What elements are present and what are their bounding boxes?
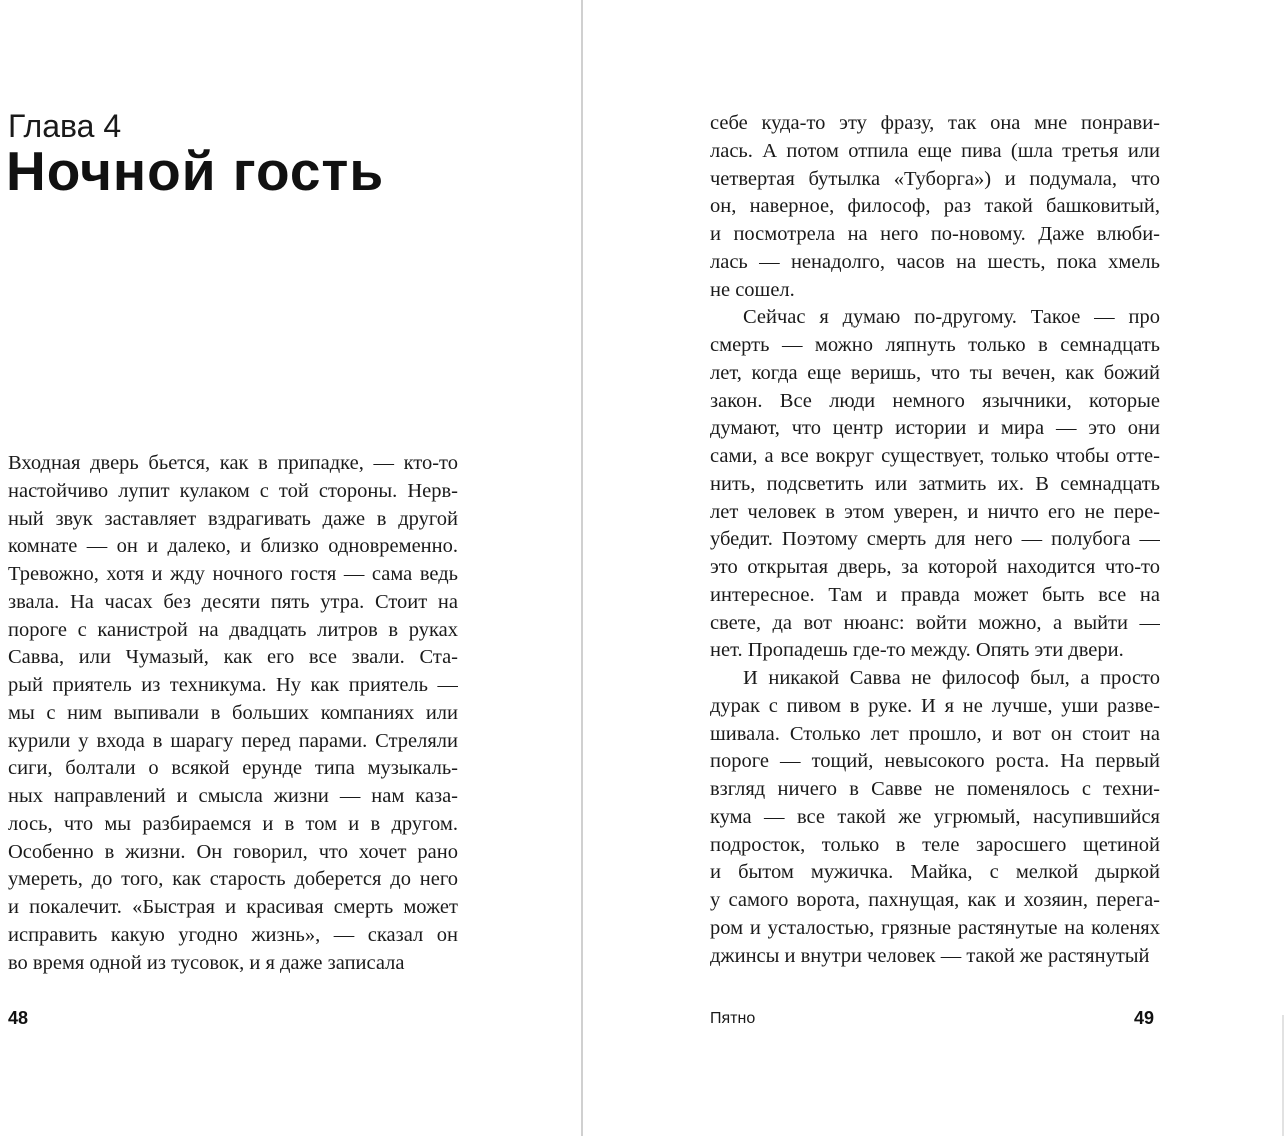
- right-page-text: [710, 110, 1160, 970]
- text-line: мы с ним выпивали в больших компаниях или: [8, 701, 458, 724]
- chapter-label: Глава 4: [8, 108, 122, 144]
- text-line: он, наверное, философ, раз такой башковитый,: [710, 195, 1160, 218]
- left-page-text: [8, 450, 458, 977]
- page-number-right: 49: [1134, 1008, 1155, 1028]
- text-line: И никакой Савва не философ был, а просто: [743, 667, 1160, 689]
- text-line: исправить какую угодно жизнь», — сказал он: [8, 923, 458, 946]
- text-line: дурак с пивом в руке. И я не лучше, уши разве-: [710, 694, 1160, 717]
- text-line: кума — все такой же угрюмый, насупившийся: [710, 805, 1160, 828]
- text-line: лась — ненадолго, часов на шесть, пока хмель: [710, 250, 1160, 273]
- text-line: лет человек в этом уверен, и ничто его не пере-: [710, 500, 1160, 523]
- text-line: свете, да вот нюанс: войти можно, а выйти —: [710, 611, 1160, 634]
- text-line: курили у входа в шарагу перед парами. Стреляли: [8, 729, 458, 752]
- text-line: во время одной из тусовок, и я даже записала: [8, 951, 405, 974]
- text-line: и посмотрела на него по-новому. Даже влюби-: [710, 223, 1160, 245]
- text-line: подросток, только в теле заросшего щетиной: [710, 833, 1160, 856]
- text-line: шивала. Столько лет прошло, и вот он стоит на: [710, 722, 1160, 745]
- text-line: нет. Пропадешь где-то между. Опять эти двери.: [710, 639, 1124, 662]
- text-line: лет, когда еще веришь, что ты вечен, как божий: [710, 361, 1160, 384]
- page-number-left: 48: [8, 1008, 29, 1028]
- text-line: убедит. Поэтому смерть для него — полубога —: [710, 528, 1160, 551]
- text-line: нить, подсветить или затмить их. В семнадцать: [710, 472, 1160, 495]
- text-line: ный звук заставляет вздрагивать даже в другой: [8, 507, 458, 530]
- text-line: думают, что центр истории и мира — это они: [710, 417, 1160, 440]
- text-line: закон. Все люди немного язычники, которые: [710, 389, 1160, 412]
- page-edge: [1282, 1015, 1284, 1136]
- chapter-title: Ночной гость: [6, 140, 385, 202]
- text-line: и бытом мужичка. Майка, с мелкой дыркой: [710, 861, 1160, 884]
- running-title: Пятно: [710, 1010, 756, 1027]
- text-line: взгляд ничего в Савве не поменялось с техни-: [710, 778, 1160, 800]
- text-line: четвертая бутылка «Туборга») и подумала, что: [710, 167, 1160, 190]
- text-line: умереть, до того, как старость доберется до него: [8, 868, 458, 891]
- text-line: у самого ворота, пахнущая, как и хозяин, перега-: [710, 889, 1160, 911]
- text-line: себе куда-то эту фразу, так она мне понрави-: [710, 112, 1160, 134]
- text-line: Савва, или Чумазый, как его все звали. Ста-: [8, 646, 458, 669]
- text-line: Особенно в жизни. Он говорил, что хочет рано: [8, 840, 458, 863]
- text-line: смерть — можно ляпнуть только в семнадцать: [710, 334, 1160, 356]
- text-line: сами, а все вокруг существует, только чтобы отте-: [710, 445, 1160, 467]
- text-line: рый приятель из техникума. Ну как приятель —: [8, 674, 458, 696]
- text-line: Входная дверь бьется, как в припадке, — кто-то: [8, 452, 458, 474]
- page-gutter: [581, 0, 583, 1136]
- text-line: ром и усталостью, грязные растянутые на коленях: [710, 916, 1160, 939]
- text-line: пороге с канистрой на двадцать литров в руках: [8, 618, 458, 641]
- text-line: Сейчас я думаю по-другому. Такое — про: [743, 306, 1160, 329]
- text-line: джинсы и внутри человек — такой же растянутый: [710, 944, 1150, 967]
- text-line: лась. А потом отпила еще пива (шла третья или: [710, 139, 1160, 162]
- text-line: звала. На часах без десяти пять утра. Стоит на: [8, 590, 458, 613]
- text-line: не сошел.: [710, 278, 795, 301]
- text-line: ных направлений и смысла жизни — нам каза-: [8, 785, 458, 807]
- text-line: это открытая дверь, за которой находится что-то: [710, 556, 1160, 578]
- text-line: настойчиво лупит кулаком с той стороны. Нерв-: [8, 479, 458, 502]
- text-line: интересное. Там и правда может быть все на: [710, 583, 1160, 606]
- text-line: и покалечит. «Быстрая и красивая смерть может: [8, 896, 458, 918]
- text-line: сиги, болтали о всякой ерунде типа музыкаль-: [8, 757, 458, 780]
- text-line: лось, что мы разбираемся и в том и в другом.: [8, 812, 458, 835]
- text-line: пороге — тощий, невысокого роста. На первый: [710, 750, 1160, 773]
- text-line: Тревожно, хотя и жду ночного гостя — сама ведь: [8, 563, 458, 585]
- text-line: комнате — он и далеко, и близко одновременно.: [8, 535, 458, 558]
